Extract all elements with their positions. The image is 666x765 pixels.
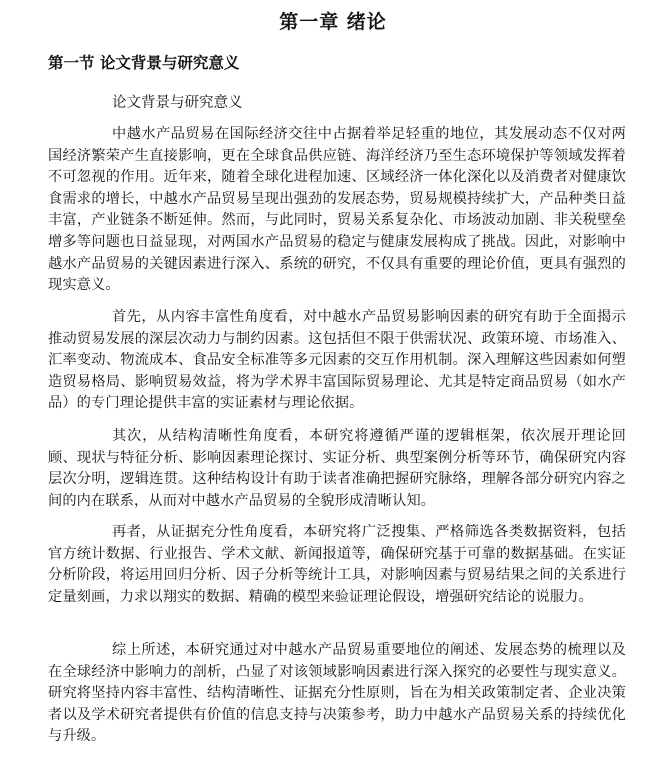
paragraph-summary: 综上所述，本研究通过对中越水产品贸易重要地位的阐述、发展态势的梳理以及在全球经济中影响力的剖析，凸显了对该领域影响因素进行深入探究的必要性与现实意义。研究将坚持内容丰富性、结构清晰性、证据充分性原则，旨在为相关政策制定者、企业决策者以及学术研究者提供有价值的信息支持与决策参考，助力中越水产品贸易关系的持续优化与升级。: [48, 642, 626, 745]
paragraph-structure-clarity: 其次，从结构清晰性角度看，本研究将遵循严谨的逻辑框架，依次展开理论回顾、现状与特征分析、影响因素理论探讨、实证分析、典型案例分析等环节，确保研究内容层次分明，逻辑连贯。这种结构设计有助于读者准确把握研究脉络，理解各部分研究内容之间的内在联系，从而对中越水产品贸易的全貌形成清晰认知。: [48, 428, 626, 509]
section-subheading: 论文背景与研究意义: [112, 95, 243, 111]
paragraph-evidence-sufficiency: 再者，从证据充分性角度看，本研究将广泛搜集、严格筛选各类数据资料，包括官方统计数据、行业报告、学术文献、新闻报道等，确保研究基于可靠的数据基础。在实证分析阶段，将运用回归分析、因子分析等统计工具，对影响因素与贸易结果之间的关系进行定量刻画，力求以翔实的数据、精确的模型来验证理论假设，增强研究结论的说服力。: [48, 524, 626, 605]
section-title: 第一节 论文背景与研究意义: [48, 54, 240, 72]
paragraph-content-richness: 首先，从内容丰富性角度看，对中越水产品贸易影响因素的研究有助于全面揭示推动贸易发展的深层次动力与制约因素。这包括但不限于供需状况、政策环境、市场准入、汇率变动、物流成本、食品安全标准等多元因素的交互作用机制。深入理解这些因素如何塑造贸易格局、影响贸易效益，将为学术界丰富国际贸易理论、尤其是特定商品贸易（如水产品）的专门理论提供丰富的实证素材与理论依据。: [48, 309, 626, 412]
paragraph-background: 中越水产品贸易在国际经济交往中占据着举足轻重的地位，其发展动态不仅对两国经济繁荣产生直接影响，更在全球食品供应链、海洋经济乃至生态环境保护等领域发挥着不可忽视的作用。近年来，随着全球化进程加速、区域经济一体化深化以及消费者对健康饮食需求的增长，中越水产品贸易呈现出强劲的发展态势，贸易规模持续扩大，产品种类日益丰富，产业链条不断延伸。然而，与此同时，贸易关系复杂化、市场波动加剧、非关税壁垒增多等问题也日益显现，对两国水产品贸易的稳定与健康发展构成了挑战。因此，对影响中越水产品贸易的关键因素进行深入、系统的研究，不仅具有重要的理论价值，更具有强烈的现实意义。: [48, 126, 626, 294]
chapter-title: 第一章 绪论: [279, 11, 387, 33]
